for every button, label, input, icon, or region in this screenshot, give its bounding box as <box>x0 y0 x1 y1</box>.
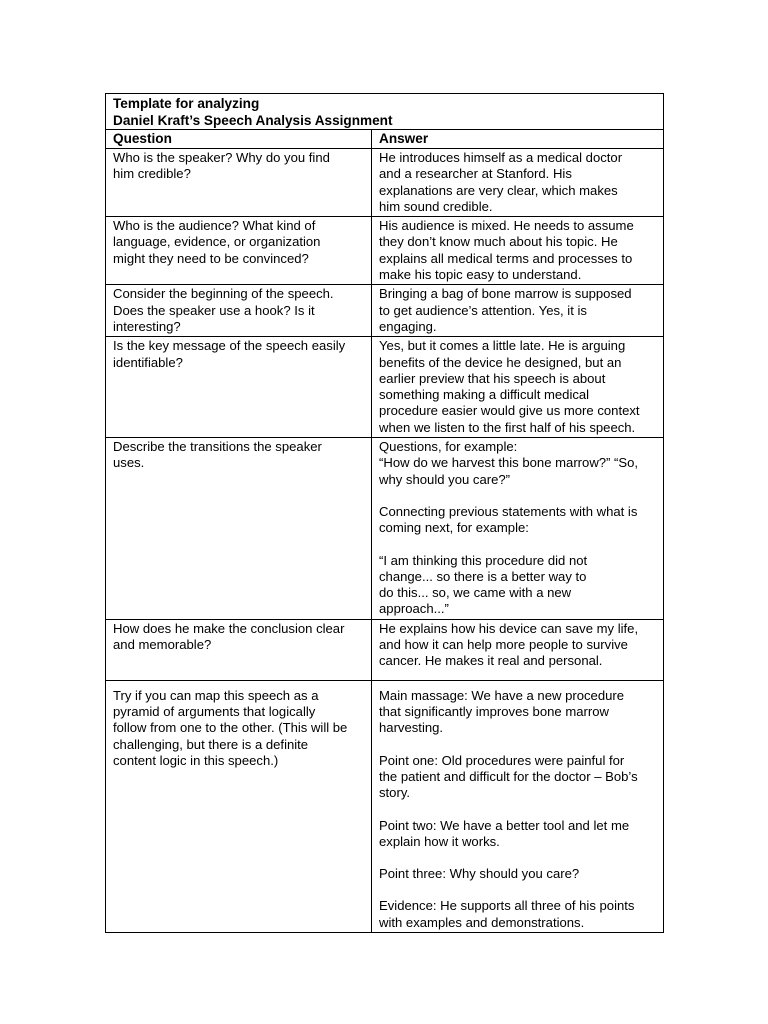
table-row <box>106 285 664 337</box>
table-title <box>106 94 664 130</box>
question-cell <box>106 337 372 438</box>
question-cell <box>106 285 372 337</box>
answer-text: “I am thinking this procedure did not change... so there is a better way to do this... so, we came with a new approach...” <box>379 552 588 617</box>
answer-cell <box>372 217 664 285</box>
answer-text: Point three: Why should you care? <box>379 866 580 882</box>
answer-cell <box>372 285 664 337</box>
answer-text: His audience is mixed. He needs to assume they don’t know much about his topic. He explains all medical terms and processes to make his topic easy to understand. <box>379 218 634 283</box>
column-header-answer: Answer <box>372 130 664 149</box>
question-cell <box>106 149 372 217</box>
title-line-2: Daniel Kraft’s Speech Analysis Assignment <box>113 113 393 128</box>
question-text: Who is the speaker? Why do you find him credible? <box>113 150 330 182</box>
answer-cell <box>372 337 664 438</box>
table-row <box>106 149 664 217</box>
title-row <box>106 94 664 130</box>
answer-text: Evidence: He supports all three of his points with examples and demonstrations. <box>379 898 635 930</box>
answer-cell <box>372 619 664 680</box>
answer-text: Questions, for example: “How do we harvest this bone marrow?” “So, why should you care?” <box>379 439 639 487</box>
answer-text: Bringing a bag of bone marrow is supposed to get audience’s attention. Yes, it is engaging. <box>379 286 632 334</box>
question-text: How does he make the conclusion clear and memorable? <box>113 620 345 653</box>
answer-cell <box>372 149 664 217</box>
table-row <box>106 438 664 620</box>
answer-text: He explains how his device can save my life, and how it can help more people to survive cancer. He makes it real and personal. <box>379 620 639 669</box>
answer-text: Point two: We have a better tool and let me explain how it works. <box>379 817 630 849</box>
answer-text: Connecting previous statements with what is coming next, for example: <box>379 503 638 536</box>
question-cell <box>106 680 372 932</box>
question-cell <box>106 217 372 285</box>
question-text: Try if you can map this speech as a pyramid of arguments that logically follow from one to the other. (This will be challenging, but there is a definite content logic in this speech.) <box>113 687 348 768</box>
header-row <box>106 130 664 149</box>
answer-text: He introduces himself as a medical doctor and a researcher at Stanford. His explanations are very clear, which makes him sound credible. <box>379 150 623 214</box>
answer-cell <box>372 438 664 620</box>
answer-text: Yes, but it comes a little late. He is arguing benefits of the device he designed, but an earlier preview that his speech is about something making a difficult medical procedure easier would give us more context when we listen to the first half of his speech. <box>379 338 640 435</box>
question-text: Is the key message of the speech easily identifiable? <box>113 338 346 370</box>
title-line-1: Template for analyzing <box>113 96 260 111</box>
question-text: Who is the audience? What kind of language, evidence, or organization might they need to be convinced? <box>113 218 321 266</box>
column-header-question: Question <box>106 130 372 149</box>
question-text: Describe the transitions the speaker uses. <box>113 439 322 471</box>
document-page <box>105 93 663 933</box>
speech-analysis-table <box>105 93 664 933</box>
answer-cell <box>372 680 664 932</box>
table-row <box>106 619 664 680</box>
question-cell <box>106 438 372 620</box>
answer-text: Point one: Old procedures were painful for the patient and difficult for the doctor – Bob’s story. <box>379 752 638 801</box>
table-row <box>106 337 664 438</box>
answer-text: Main massage: We have a new procedure that significantly improves bone marrow harvesting. <box>379 687 625 736</box>
table-row <box>106 217 664 285</box>
question-cell <box>106 619 372 680</box>
table-row <box>106 680 664 932</box>
question-text: Consider the beginning of the speech. Does the speaker use a hook? Is it interesting? <box>113 286 334 334</box>
